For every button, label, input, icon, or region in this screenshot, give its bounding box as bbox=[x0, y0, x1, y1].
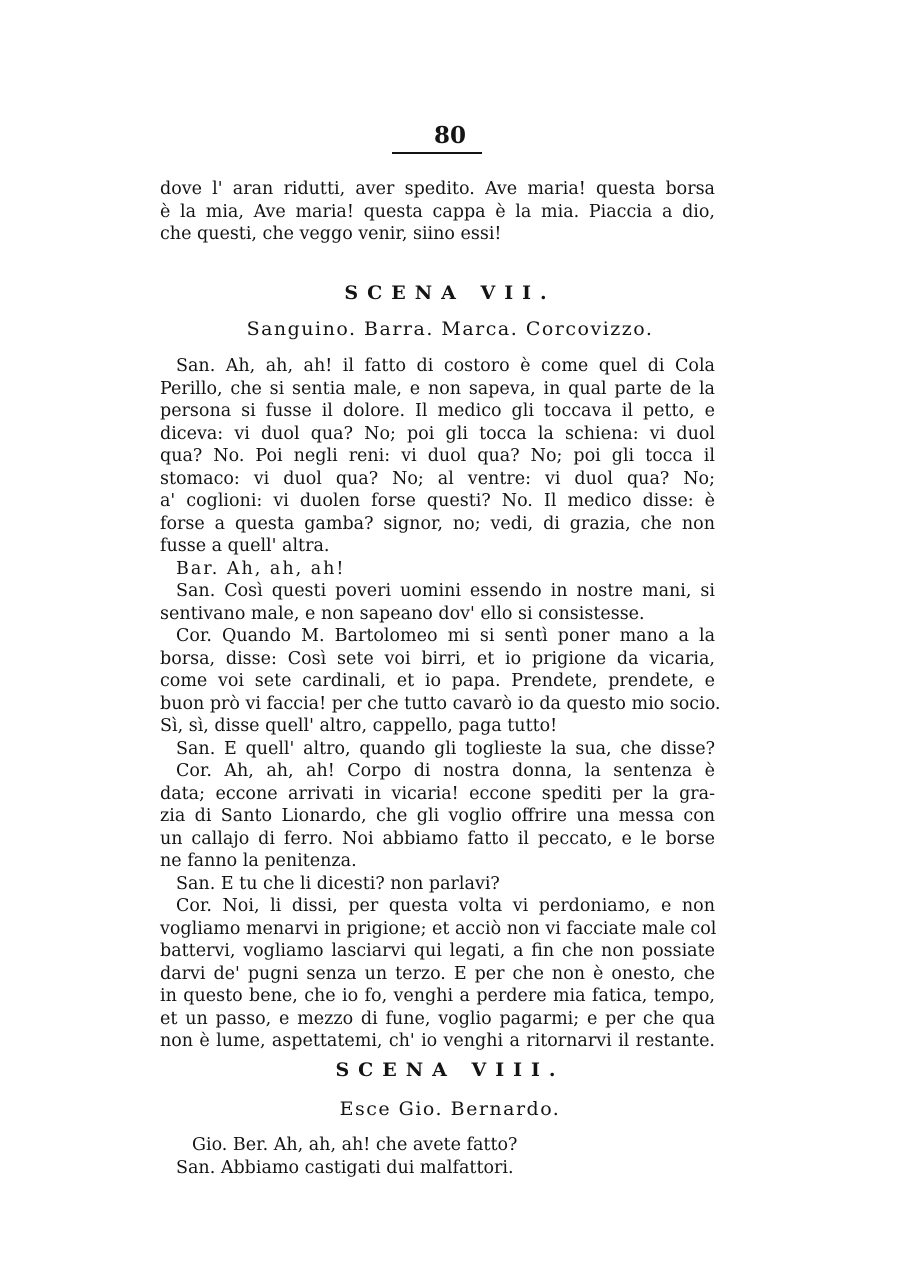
dialogue-line: Gio. Ber. Ah, ah, ah! che avete fatto? bbox=[192, 1135, 518, 1155]
intro-paragraph bbox=[160, 178, 715, 246]
text-line: è la mia, Ave maria! questa cappa è la mia. Piaccia a dio, bbox=[160, 201, 715, 222]
dialogue-line: come voi sete cardinali, et io papa. Prendete, prendete, e bbox=[160, 671, 715, 691]
text-line: che questi, che veggo venir, siino essi! bbox=[160, 224, 502, 244]
dialogue-line: non è lume, aspettatemi, ch' io venghi a ritornarvi il restante. bbox=[160, 1031, 715, 1051]
scene-8-dialogue bbox=[160, 1134, 715, 1179]
scene-7-dialogue bbox=[160, 355, 721, 1053]
scene-8-cast: Esce Gio. Bernardo. bbox=[339, 1098, 561, 1120]
dialogue-line: San. E tu che li dicesti? non parlavi? bbox=[176, 873, 500, 894]
dialogue-line: buon prò vi faccia! per che tutto cavarò io da questo mio socio. bbox=[160, 693, 721, 714]
scene-7-cast: Sanguino. Barra. Marca. Corcovizzo. bbox=[246, 318, 654, 340]
dialogue-line: borsa, disse: Così sete voi birri, et io prigione da vicaria, bbox=[160, 648, 715, 669]
dialogue-line: Cor. Noi, li dissi, per questa volta vi perdoniamo, e non bbox=[176, 896, 715, 916]
dialogue-line: a' coglioni: vi duolen forse questi? No. Il medico disse: è bbox=[160, 491, 715, 511]
dialogue-line: et un passo, e mezzo di fune, voglio pagarmi; e per che qua bbox=[160, 1008, 715, 1029]
dialogue-line: qua? No. Poi negli reni: vi duol qua? No; poi gli tocca il bbox=[160, 446, 715, 466]
dialogue-line: Cor. Quando M. Bartolomeo mi si sentì poner mano a la bbox=[176, 626, 715, 646]
dialogue-line: vogliamo menarvi in prigione; et acciò non vi facciate male col bbox=[160, 918, 717, 939]
scene-7-title: SCENA VII. bbox=[344, 282, 556, 304]
dialogue-line: San. E quell' altro, quando gli toglieste la sua, che disse? bbox=[176, 738, 715, 759]
dialogue-line: persona si fusse il dolore. Il medico gli toccava il petto, e bbox=[160, 401, 715, 421]
dialogue-line: in questo bene, che io fo, venghi a perdere mia fatica, tempo, bbox=[160, 986, 715, 1006]
dialogue-line: data; eccone arrivati in vicaria! eccone spediti per la gra- bbox=[160, 783, 715, 804]
dialogue-line: fusse a quell' altra. bbox=[160, 536, 330, 556]
scene-8-title: SCENA VIII. bbox=[335, 1059, 565, 1081]
text-line: dove l' aran ridutti, aver spedito. Ave maria! questa borsa bbox=[160, 179, 715, 199]
dialogue-line: San. Così questi poveri uomini essendo in nostre mani, si bbox=[176, 581, 715, 601]
dialogue-line: diceva: vi duol qua? No; poi gli tocca la schiena: vi duol bbox=[160, 423, 715, 444]
page-number: 80 bbox=[433, 122, 466, 149]
dialogue-line: Bar. Ah, ah, ah! bbox=[176, 558, 346, 579]
dialogue-line: zia di Santo Lionardo, che gli voglio offrire una messa con bbox=[160, 806, 715, 826]
dialogue-line: San. Abbiamo castigati dui malfattori. bbox=[176, 1157, 514, 1178]
dialogue-line: darvi de' pugni senza un terzo. E per che non è onesto, che bbox=[160, 963, 715, 984]
dialogue-line: Sì, sì, disse quell' altro, cappello, paga tutto! bbox=[160, 716, 558, 736]
dialogue-line: Cor. Ah, ah, ah! Corpo di nostra donna, la sentenza è bbox=[176, 761, 715, 781]
dialogue-line: ne fanno la penitenza. bbox=[160, 851, 357, 871]
dialogue-line: Perillo, che si sentia male, e non sapeva, in qual parte de la bbox=[160, 378, 715, 399]
dialogue-line: battervi, vogliamo lasciarvi qui legati, a fin che non possiate bbox=[160, 941, 715, 961]
dialogue-line: sentivano male, e non sapeano dov' ello si consistesse. bbox=[160, 603, 645, 624]
dialogue-line: stomaco: vi duol qua? No; al ventre: vi duol qua? No; bbox=[160, 468, 715, 489]
dialogue-line: un callajo di ferro. Noi abbiamo fatto il peccato, e le borse bbox=[160, 828, 715, 849]
dialogue-line: San. Ah, ah, ah! il fatto di costoro è come quel di Cola bbox=[176, 356, 715, 376]
header-rule bbox=[392, 152, 482, 154]
dialogue-line: forse a questa gamba? signor, no; vedi, di grazia, che non bbox=[160, 513, 715, 534]
